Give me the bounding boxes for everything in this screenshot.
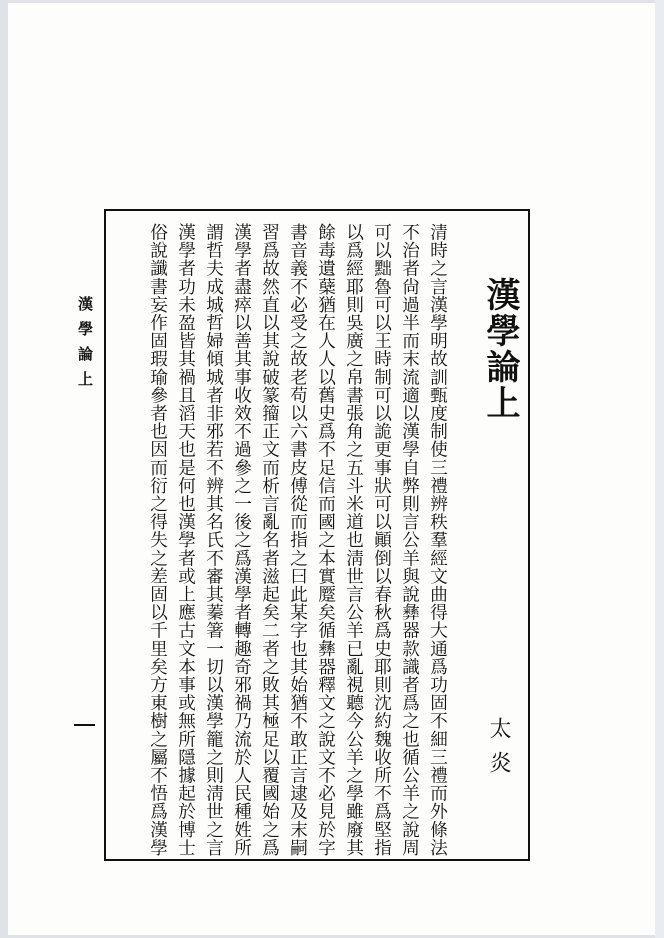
article-title: 漢學論上 — [480, 277, 520, 421]
text-line: 漢學者盡瘁以善其事收效不過參之一後之爲漢學者轉趣奇邪禍乃流於人民種姓所 — [231, 223, 252, 857]
text-line: 以爲經耶則吳廣之帛書張角之五斗米道也淸世言公羊已亂視聽今公羊之學雖廢其 — [343, 223, 364, 857]
page-edge — [655, 0, 664, 938]
text-line: 餘毒遺蘖猶在人人以舊史爲不足信而國之本實蹷矣循彝器釋文之說文不必見於字 — [315, 223, 336, 857]
text-line: 可以黜魯可以王時制可以詭更事狀可以顚倒以春秋爲史耶則沈約魏收所不爲堅指 — [371, 223, 392, 857]
text-line: 俗說讖書妄作固瑕瑜參者也因而衍之得失之差固以千里矣方東樹之屬不悟爲漢學 — [147, 223, 168, 857]
text-frame — [104, 209, 530, 861]
text-line: 漢學者功未盈皆其禍且滔天也是何也漢學者或上應古文本事或無所隱據起於博士 — [175, 223, 196, 857]
text-line: 書音義不必受之故老苟以六書皮傅從而指之曰此某字也其始猶不敢正言逮及末嗣 — [287, 223, 308, 857]
running-title: 漢學論上 — [76, 296, 94, 396]
text-line: 不治者尙過半而末流適以漢學自弊則言公羊與說彝器款識者爲之也循公羊之說周 — [399, 223, 420, 857]
text-line: 謂哲夫成城哲婦傾城者非邪若不辨其名氏不審其蓁箸一切以漢學籠之則淸世之言 — [203, 223, 224, 857]
article-author: 太炎 — [486, 717, 511, 785]
text-line: 習爲故然直以其說破篆籀正文而析言亂名者滋起矣二者之敗其極足以覆國始之爲 — [259, 223, 280, 857]
page-number — [74, 724, 95, 726]
text-line: 清時之言漢學明故訓甄度制使三禮辨秩羣經文曲得大通爲功固不細三禮而外條法 — [427, 223, 448, 857]
